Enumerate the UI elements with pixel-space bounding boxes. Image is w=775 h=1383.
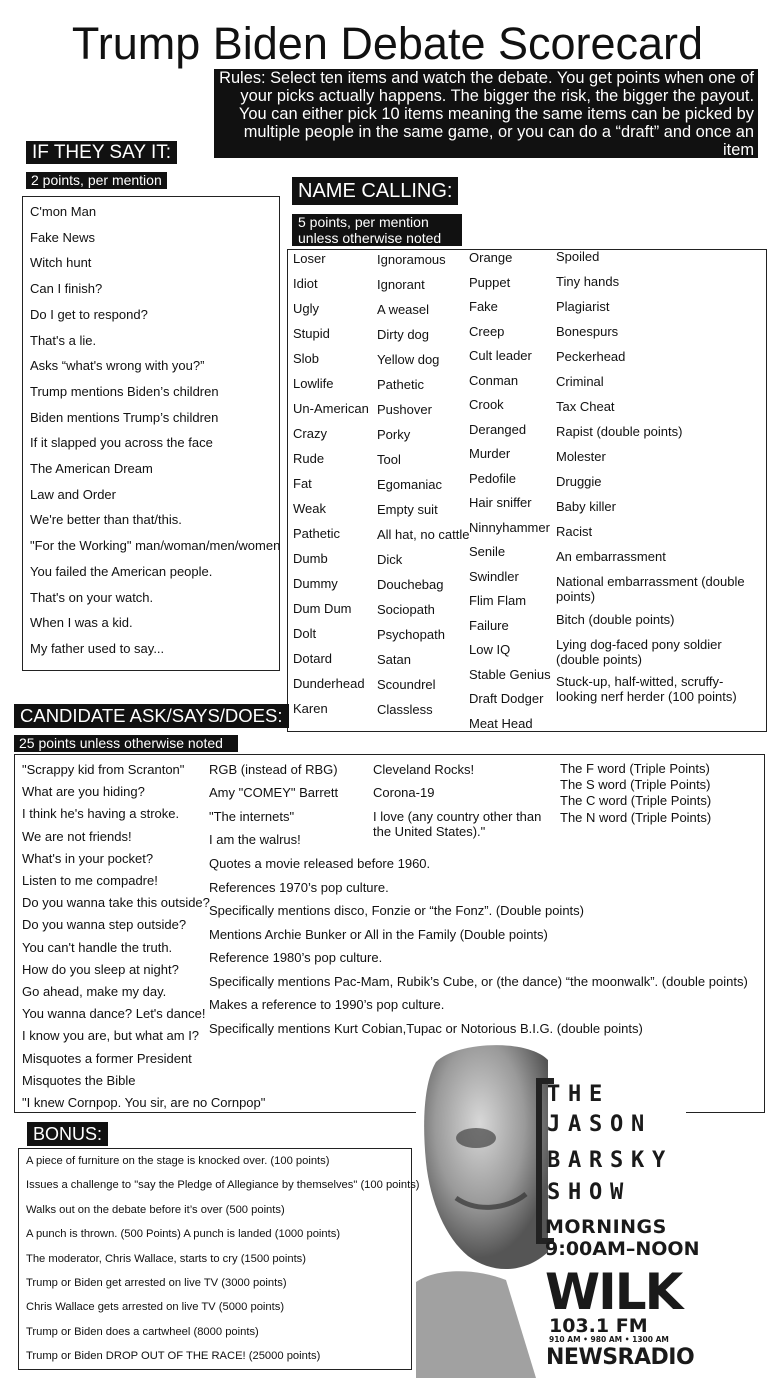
name-calling-points-line: unless otherwise noted (298, 230, 442, 246)
rules-line: Rules: Select ten items and watch the debate. You get points when one of (219, 69, 754, 87)
name-item: Dolt (293, 626, 317, 641)
name-item: Lowlife (293, 376, 334, 391)
say-it-item: Fake News (30, 229, 96, 245)
show-name-letter: A (568, 1148, 582, 1173)
logo-frequency: 103.1 FM (549, 1315, 648, 1337)
name-item: Hair sniffer (469, 495, 532, 510)
show-name-letter: H (568, 1180, 582, 1205)
name-item: Dummy (293, 576, 338, 591)
name-item: Dirty dog (377, 327, 430, 342)
name-item: Psychopath (377, 627, 445, 642)
name-item: Plagiarist (556, 299, 610, 314)
name-item: Tax Cheat (556, 399, 615, 414)
candidate-item: I love (any country other than the United States)." (373, 809, 542, 839)
candidate-item: Misquotes a former President (22, 1050, 192, 1066)
candidate-item: Do you wanna take this outside? (22, 895, 210, 911)
bonus-item: A punch is thrown. (500 Points) A punch is landed (1000 points) (26, 1228, 341, 1241)
show-name-letter: O (589, 1180, 603, 1205)
name-item: Porky (377, 427, 411, 442)
name-item: Lying dog-faced pony soldier (double points) (556, 637, 722, 667)
say-it-item: That's a lie. (30, 332, 97, 348)
say-it-item: Witch hunt (30, 255, 92, 271)
show-name-letter: K (631, 1148, 645, 1173)
candidate-item: The F word (Triple Points) (560, 761, 710, 776)
candidate-item: We are not friends! (22, 828, 132, 844)
rules-line: multiple people in the same game, or you can do a “draft” and once an item (243, 123, 754, 159)
say-it-item: Do I get to respond? (30, 306, 148, 322)
name-item: Douchebag (377, 577, 444, 592)
logo-mornings: MORNINGS (545, 1216, 667, 1238)
say-it-item: The American Dream (30, 461, 153, 476)
name-item: Weak (293, 501, 326, 516)
name-item: Ninnyhammer (469, 519, 550, 535)
name-item: Stable Genius (469, 666, 551, 682)
name-item: Slob (293, 351, 320, 366)
candidate-item: Cleveland Rocks! (373, 762, 475, 777)
name-item: Murder (469, 446, 511, 461)
candidate-item: Amy "COMEY" Barrett (209, 785, 339, 800)
name-item: Bitch (double points) (556, 612, 675, 627)
name-item: Dotard (293, 651, 333, 666)
name-item: Tiny hands (556, 274, 620, 289)
name-item: Karen (293, 701, 328, 716)
name-item: An embarrassment (556, 549, 666, 564)
name-item: Crazy (293, 426, 327, 441)
show-name-letter: S (547, 1180, 561, 1205)
name-item: Meat Head (469, 715, 533, 731)
name-item: Puppet (469, 274, 511, 290)
name-item: Molester (556, 449, 606, 464)
name-item: Failure (469, 617, 509, 633)
say-it-item: Biden mentions Trump’s children (30, 409, 219, 425)
name-item: Swindler (469, 568, 519, 584)
show-name-letter: S (610, 1148, 624, 1173)
candidate-item: Makes a reference to 1990’s pop culture. (209, 997, 445, 1012)
show-name-letter: A (568, 1112, 582, 1137)
name-item: Dumb (293, 551, 328, 566)
candidate-item: You can't handle the truth. (22, 939, 173, 955)
name-item: Fake (469, 299, 498, 314)
bonus-item: A piece of furniture on the stage is knocked over. (100 points) (26, 1155, 330, 1167)
say-it-item: That's on your watch. (30, 589, 154, 605)
candidate-item: I think he's having a stroke. (22, 806, 180, 822)
name-item: Satan (377, 652, 411, 667)
candidate-item: I am the walrus! (209, 832, 301, 847)
candidate-item: Listen to me compadre! (22, 873, 158, 888)
candidate-item: How do you sleep at night? (22, 961, 179, 977)
candidate-item: What are you hiding? (22, 784, 145, 800)
name-item: Orange (469, 250, 513, 265)
bonus-item: Trump or Biden DROP OUT OF THE RACE! (25000 points) (26, 1350, 321, 1363)
say-it-item: Asks “what's wrong with you?” (30, 358, 205, 374)
name-item: Un-American (293, 401, 369, 416)
candidate-item: Do you wanna step outside? (22, 917, 187, 933)
logo-newsradio: NEWSRADIO (546, 1345, 695, 1370)
candidate-item: References 1970’s pop culture. (209, 879, 389, 895)
say-it-item: If it slapped you across the face (30, 435, 213, 451)
candidate-item: RGB (instead of RBG) (209, 762, 338, 777)
show-name-letter: Y (652, 1148, 666, 1173)
bonus-item: Issues a challenge to "say the Pledge of Allegiance by themselves" (100 points) (26, 1179, 420, 1192)
name-item: Sociopath (377, 602, 435, 617)
name-item: Dunderhead (293, 676, 365, 691)
name-item: Ignoramous (377, 252, 446, 267)
candidate-item: "The internets" (209, 809, 295, 824)
show-name-letter: N (631, 1112, 645, 1137)
name-item: Stupid (293, 326, 330, 341)
name-item: Cult leader (469, 348, 532, 363)
name-calling-header: NAME CALLING: (292, 177, 458, 205)
show-name-letter: H (568, 1082, 582, 1107)
name-item: Crook (469, 397, 504, 412)
candidate-item: I know you are, but what am I? (22, 1028, 200, 1044)
candidate-item: Specifically mentions disco, Fonzie or “the Fonz”. (Double points) (209, 903, 584, 918)
say-it-item: "For the Working" man/woman/men/women (30, 538, 281, 554)
name-item: Idiot (293, 276, 318, 291)
name-item: Pathetic (293, 526, 340, 541)
name-item: Draft Dodger (469, 691, 544, 706)
rules-box (214, 69, 758, 177)
candidate-item: The S word (Triple Points) (560, 777, 711, 793)
name-item: Egomaniac (377, 477, 443, 492)
candidate-item: Specifically mentions Kurt Cobian,Tupac or Notorious B.I.G. (double points) (209, 1020, 643, 1036)
name-item: National embarrassment (double points) (556, 574, 745, 604)
candidate-item: Mentions Archie Bunker or All in the Family (Double points) (209, 926, 548, 942)
name-item: Rude (293, 451, 325, 466)
candidate-points: 25 points unless otherwise noted (14, 735, 238, 752)
name-item: Ugly (293, 301, 320, 316)
name-item: Stuck-up, half-witted, scruffy-looking nerf herder (100 points) (556, 674, 737, 704)
name-item: Pushover (377, 402, 432, 417)
candidate-item: Reference 1980’s pop culture. (209, 950, 383, 965)
name-item: Dum Dum (293, 601, 352, 616)
name-item: Conman (469, 372, 519, 388)
name-item: Tool (377, 452, 401, 467)
candidate-header: CANDIDATE ASK/SAYS/DOES: (14, 704, 289, 728)
logo-hours: 9:00AM–NOON (545, 1238, 700, 1260)
name-item: Peckerhead (556, 349, 626, 364)
logo-station: WILK (545, 1263, 682, 1321)
candidate-item: Quotes a movie released before 1960. (209, 856, 431, 871)
say-it-item: You failed the American people. (30, 563, 213, 579)
candidate-item: Specifically mentions Pac-Mam, Rubik’s Cube, or (the dance) “the moonwalk”. (double points) (209, 973, 748, 989)
name-item: Low IQ (469, 642, 511, 657)
name-item: Senile (469, 544, 506, 559)
name-item: Classless (377, 702, 433, 717)
name-calling-points (292, 214, 462, 246)
say-it-item: We're better than that/this. (30, 512, 182, 528)
name-item: Yellow dog (377, 352, 440, 367)
name-item: Ignorant (377, 277, 425, 292)
candidate-item: What's in your pocket? (22, 850, 154, 866)
rules-line: You can either pick 10 items meaning the same items can be picked by (238, 105, 754, 123)
show-name-letter: W (610, 1180, 624, 1205)
candidate-item: You wanna dance? Let's dance! (22, 1006, 206, 1022)
bonus-item: The moderator, Chris Wallace, starts to cry (1500 points) (26, 1252, 306, 1265)
name-calling-points-line: 5 points, per mention (298, 214, 429, 230)
name-item: A weasel (377, 302, 430, 317)
candidate-item: Go ahead, make my day. (22, 984, 167, 999)
name-item: Spoiled (556, 249, 600, 264)
name-item: Bonespurs (556, 324, 619, 339)
candidate-item: The C word (Triple Points) (560, 793, 712, 809)
say-it-item: Trump mentions Biden’s children (30, 383, 219, 399)
name-item: Pedofile (469, 470, 516, 486)
candidate-item: "I knew Cornpop. You sir, are no Cornpop" (22, 1095, 266, 1110)
logo-am-frequencies: 910 AM • 980 AM • 1300 AM (549, 1335, 669, 1344)
name-item: Flim Flam (469, 593, 527, 608)
show-name-letter: R (589, 1148, 603, 1173)
name-item: Baby killer (556, 499, 616, 514)
rules-line: your picks actually happens. The bigger the risk, the bigger the payout. (240, 87, 754, 105)
rules-line: is selected, it’s off the board meaning nobody else can pick that item. (254, 159, 754, 177)
name-item: Racist (556, 524, 593, 539)
show-name-letter: E (589, 1082, 603, 1107)
bonus-item: Walks out on the debate before it’s over (500 points) (26, 1203, 285, 1216)
page-title: Trump Biden Debate Scorecard (71, 18, 704, 69)
say-it-points: 2 points, per mention (26, 172, 167, 189)
candidate-item: Corona-19 (373, 785, 435, 800)
bonus-item: Trump or Biden does a cartwheel (8000 points) (26, 1325, 259, 1338)
name-item: Fat (293, 476, 312, 491)
name-item: Rapist (double points) (556, 424, 683, 439)
candidate-item: Misquotes the Bible (22, 1072, 136, 1088)
name-item: Deranged (469, 421, 527, 437)
show-name-letter: T (547, 1082, 561, 1107)
say-it-item: Can I finish? (30, 281, 103, 297)
name-item: Criminal (556, 374, 604, 389)
name-item: All hat, no cattle (377, 527, 470, 542)
say-it-header: IF THEY SAY IT: (26, 141, 177, 164)
name-item: Loser (293, 251, 326, 266)
name-item: Scoundrel (377, 677, 436, 692)
name-item: Pathetic (377, 377, 424, 392)
show-name-letter: J (547, 1112, 561, 1137)
name-item: Druggie (556, 474, 602, 489)
candidate-item: "Scrappy kid from Scranton" (22, 762, 185, 777)
say-it-item: Law and Order (30, 486, 116, 502)
bonus-item: Trump or Biden get arrested on live TV (3000 points) (26, 1277, 287, 1289)
say-it-item: C'mon Man (30, 204, 97, 219)
bonus-header: BONUS: (27, 1122, 108, 1146)
name-item: Empty suit (377, 502, 438, 517)
say-it-item: My father used to say... (30, 640, 165, 656)
bonus-item: Chris Wallace gets arrested on live TV (5000 points) (26, 1301, 285, 1314)
show-name-letter: O (610, 1112, 624, 1137)
candidate-item: The N word (Triple Points) (560, 809, 712, 825)
show-name-letter: B (547, 1148, 561, 1173)
name-item: Creep (469, 323, 505, 339)
name-item: Dick (377, 552, 403, 567)
show-name-letter: S (589, 1112, 603, 1137)
say-it-item: When I was a kid. (30, 615, 133, 631)
